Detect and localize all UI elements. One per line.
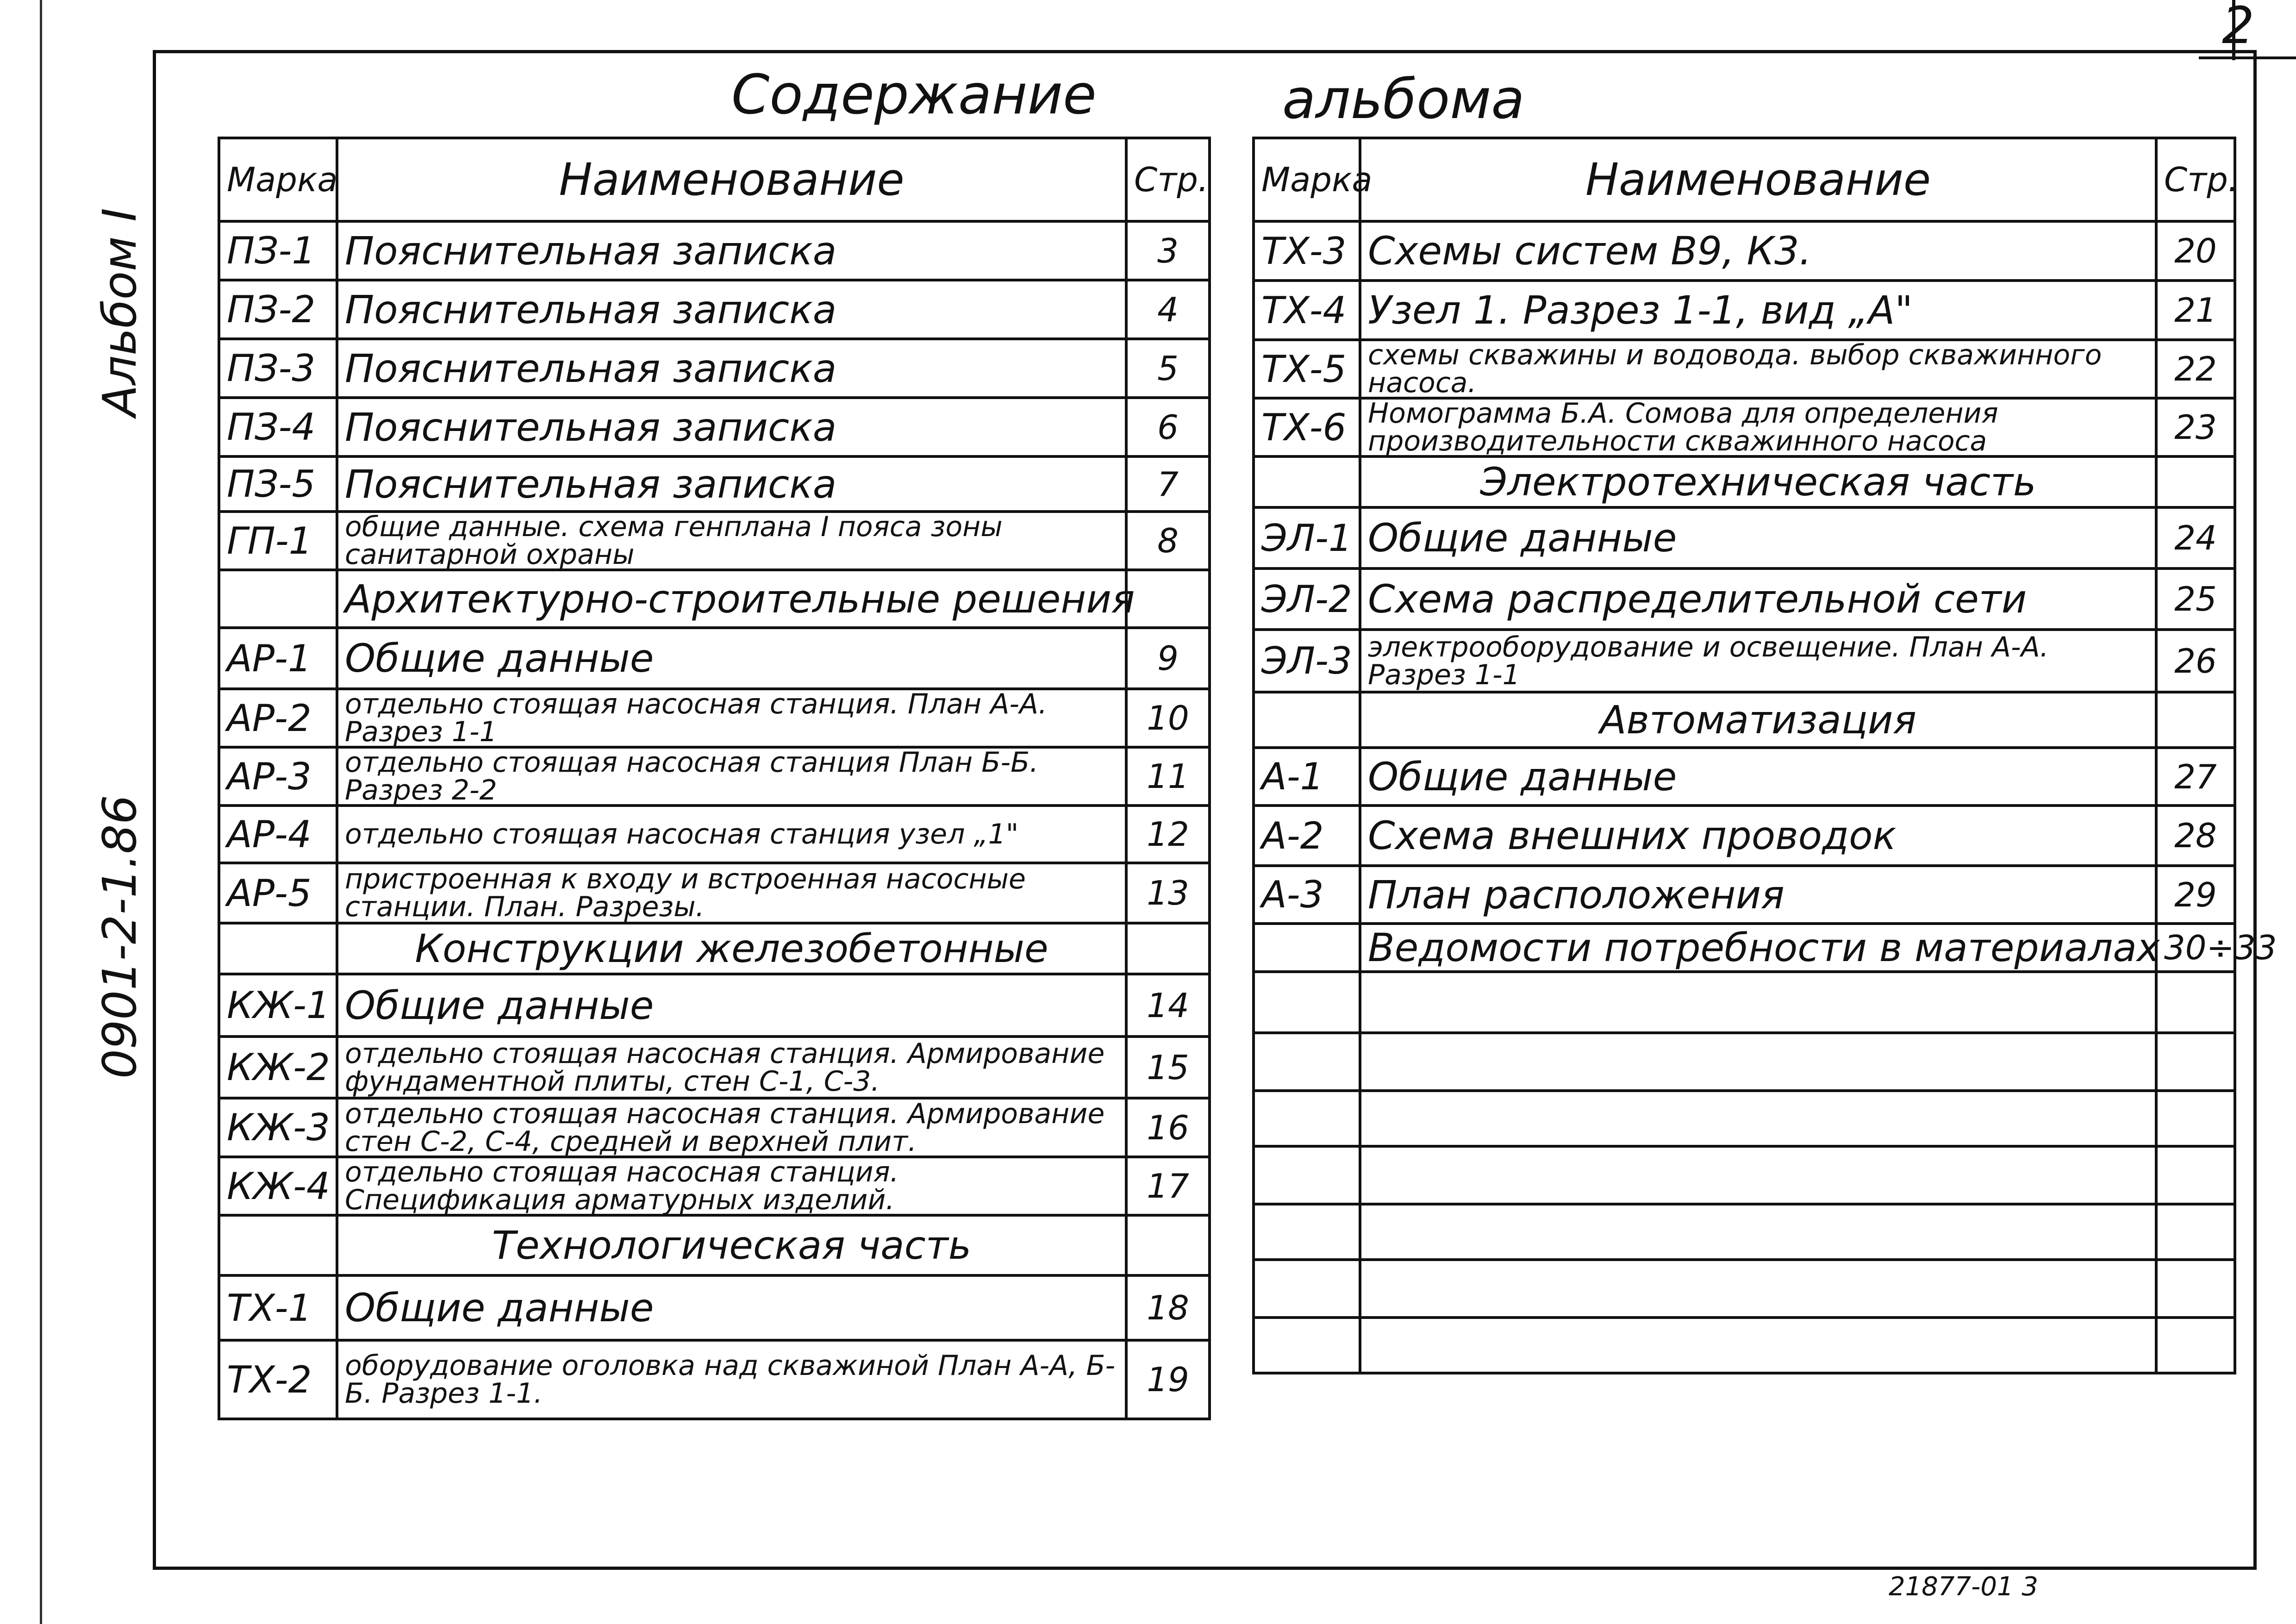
table-row <box>1254 972 2235 1033</box>
sheet-mark: ТХ-3 <box>1254 221 1360 281</box>
sheet-page: 30÷33 <box>2156 924 2235 972</box>
table-row <box>219 628 1210 689</box>
sheet-page: 10 <box>1126 689 1210 747</box>
sheet-title: Ведомости потребности в материалах <box>1360 924 2156 972</box>
table-row <box>219 221 1210 280</box>
sheet-title <box>1360 1204 2156 1260</box>
sheet-title: Автоматизация <box>1360 692 2156 748</box>
table-header-row <box>219 138 1210 221</box>
sheet-page: 16 <box>1126 1098 1210 1157</box>
sheet-page: 14 <box>1126 974 1210 1037</box>
sheet-title <box>1360 1260 2156 1318</box>
sheet-mark: А-1 <box>1254 748 1360 806</box>
table-row <box>1254 221 2235 281</box>
sheet-title: оборудование оголовка над скважиной План А-А, Б-Б. Разрез 1-1. <box>337 1340 1126 1419</box>
table-row <box>219 689 1210 747</box>
page-number-underline <box>2199 56 2296 59</box>
sheet-mark: ЭЛ-2 <box>1254 568 1360 630</box>
sheet-title: Пояснительная записка <box>337 221 1126 280</box>
table-row <box>1254 1091 2235 1146</box>
sheet-mark: А-3 <box>1254 866 1360 924</box>
table-row <box>219 1275 1210 1340</box>
table-row <box>219 456 1210 512</box>
sheet-title: Общие данные <box>337 628 1126 689</box>
table-row <box>219 863 1210 923</box>
sheet-title: схемы скважины и водовода. выбор скважинного насоса. <box>1360 340 2156 398</box>
sheet-page: 15 <box>1126 1037 1210 1098</box>
sheet-title <box>1360 1091 2156 1146</box>
sheet-title: Общие данные <box>1360 748 2156 806</box>
table-row <box>1254 568 2235 630</box>
table-row <box>219 1098 1210 1157</box>
section-row <box>1254 692 2235 748</box>
section-row <box>1254 456 2235 507</box>
sheet-page: 6 <box>1126 398 1210 456</box>
sheet-title: Пояснительная записка <box>337 339 1126 398</box>
table-row <box>219 398 1210 456</box>
sheet-title: Технологическая часть <box>337 1215 1126 1275</box>
sheet-title: Общие данные <box>337 1275 1126 1340</box>
sheet-title: отдельно стоящая насосная станция узел „1" <box>337 806 1126 863</box>
sheet-mark: ПЗ-4 <box>219 398 337 456</box>
sheet-title: Схема распределительной сети <box>1360 568 2156 630</box>
table-row <box>1254 630 2235 692</box>
contents-table-left <box>218 137 1211 1420</box>
sheet-mark <box>1254 924 1360 972</box>
sheet-title: общие данные. схема генплана I пояса зоны санитарной охраны <box>337 512 1126 570</box>
sheet-page <box>2156 1091 2235 1146</box>
sheet-mark: КЖ-1 <box>219 974 337 1037</box>
sheet-page: 9 <box>1126 628 1210 689</box>
table-row <box>219 1157 1210 1215</box>
sheet-page <box>1126 1215 1210 1275</box>
sheet-page: 13 <box>1126 863 1210 923</box>
column-header-page: Стр. <box>2156 138 2235 221</box>
table-row <box>1254 1260 2235 1318</box>
sheet-title: электрооборудование и освещение. План А-А. Разрез 1-1 <box>1360 630 2156 692</box>
sheet-page: 25 <box>2156 568 2235 630</box>
sheet-page: 3 <box>1126 221 1210 280</box>
sheet-page: 29 <box>2156 866 2235 924</box>
contents-table-right <box>1252 137 2277 1374</box>
sheet-mark <box>219 570 337 628</box>
sheet-title <box>1360 972 2156 1033</box>
sheet-page: 21 <box>2156 281 2235 340</box>
sheet-page: 24 <box>2156 507 2235 568</box>
section-row <box>219 1215 1210 1275</box>
sheet-page <box>2156 692 2235 748</box>
sheet-title: отдельно стоящая насосная станция План Б-Б. Разрез 2-2 <box>337 747 1126 806</box>
table-header-row <box>1254 138 2235 221</box>
sheet-mark: КЖ-4 <box>219 1157 337 1215</box>
sheet-mark: АР-1 <box>219 628 337 689</box>
sheet-mark: ПЗ-1 <box>219 221 337 280</box>
sheet-title: Пояснительная записка <box>337 456 1126 512</box>
sheet-mark <box>219 1215 337 1275</box>
sheet-title: Конструкции железобетонные <box>337 923 1126 974</box>
sheet-title: отдельно стоящая насосная станция. Спецификация арматурных изделий. <box>337 1157 1126 1215</box>
sheet-mark: ТХ-5 <box>1254 340 1360 398</box>
sheet-page: 7 <box>1126 456 1210 512</box>
sheet-title: Узел 1. Разрез 1-1, вид „А" <box>1360 281 2156 340</box>
sheet-mark: АР-5 <box>219 863 337 923</box>
sheet-page: 19 <box>1126 1340 1210 1419</box>
sheet-page: 28 <box>2156 806 2235 866</box>
sheet-mark: ТХ-1 <box>219 1275 337 1340</box>
document-code: 0901-2-1.86 <box>93 795 147 1079</box>
heading-left: Содержание <box>731 62 1097 126</box>
section-row <box>219 570 1210 628</box>
table-row <box>219 1340 1210 1419</box>
sheet-mark: КЖ-2 <box>219 1037 337 1098</box>
sheet-title <box>1360 1033 2156 1091</box>
sheet-mark: А-2 <box>1254 806 1360 866</box>
heading-right: альбома <box>1282 67 1525 131</box>
sheet-page <box>2156 1033 2235 1091</box>
column-header-mark: Марка <box>1254 138 1360 221</box>
sheet-page: 22 <box>2156 340 2235 398</box>
sheet-title: отдельно стоящая насосная станция. Армирование фундаментной плиты, стен С-1, С-3. <box>337 1037 1126 1098</box>
sheet-page: 20 <box>2156 221 2235 281</box>
sheet-title <box>1360 1146 2156 1204</box>
sheet-title: Общие данные <box>1360 507 2156 568</box>
table-row <box>1254 281 2235 340</box>
sheet-mark: ТХ-2 <box>219 1340 337 1419</box>
sheet-page: 11 <box>1126 747 1210 806</box>
sheet-page: 27 <box>2156 748 2235 806</box>
sheet-mark: ПЗ-3 <box>219 339 337 398</box>
table-row <box>1254 1033 2235 1091</box>
sheet-title: пристроенная к входу и встроенная насосные станции. План. Разрезы. <box>337 863 1126 923</box>
sheet-title: Схемы систем В9, К3. <box>1360 221 2156 281</box>
sheet-page <box>2156 1146 2235 1204</box>
table-row <box>219 512 1210 570</box>
table-row <box>1254 507 2235 568</box>
sheet-page: 18 <box>1126 1275 1210 1340</box>
table-row <box>1254 806 2235 866</box>
sheet-mark <box>1254 1204 1360 1260</box>
sheet-title <box>1360 1318 2156 1373</box>
table-row <box>1254 340 2235 398</box>
sheet-title: Номограмма Б.А. Сомова для определения производительности скважинного насоса <box>1360 398 2156 456</box>
sheet-mark: АР-4 <box>219 806 337 863</box>
table-row <box>1254 1318 2235 1373</box>
sheet-page <box>2156 1260 2235 1318</box>
table-row <box>219 339 1210 398</box>
page-number: 2 <box>2222 0 2254 55</box>
sheet-mark: ГП-1 <box>219 512 337 570</box>
sheet-mark <box>1254 1260 1360 1318</box>
footer-stamp: 21877-01 3 <box>1889 1572 2039 1602</box>
table-row <box>1254 866 2235 924</box>
table-row <box>1254 1204 2235 1260</box>
sheet-page: 5 <box>1126 339 1210 398</box>
column-header-name: Наименование <box>337 138 1126 221</box>
sheet-title: Пояснительная записка <box>337 280 1126 339</box>
sheet-mark: ПЗ-5 <box>219 456 337 512</box>
column-header-name: Наименование <box>1360 138 2156 221</box>
table-row <box>1254 924 2235 972</box>
sheet-mark: ТХ-4 <box>1254 281 1360 340</box>
sheet-mark: АР-3 <box>219 747 337 806</box>
sheet-page <box>2156 972 2235 1033</box>
sheet-page: 26 <box>2156 630 2235 692</box>
table-row <box>219 280 1210 339</box>
table-row <box>219 1037 1210 1098</box>
sheet-title: План расположения <box>1360 866 2156 924</box>
sheet-mark: ЭЛ-1 <box>1254 507 1360 568</box>
sheet-page: 12 <box>1126 806 1210 863</box>
sheet-mark: ЭЛ-3 <box>1254 630 1360 692</box>
table-row <box>219 747 1210 806</box>
sheet-page: 17 <box>1126 1157 1210 1215</box>
sheet-title: Общие данные <box>337 974 1126 1037</box>
sheet-title: Электротехническая часть <box>1360 456 2156 507</box>
sheet-title: отдельно стоящая насосная станция. План А-А. Разрез 1-1 <box>337 689 1126 747</box>
sheet-mark <box>1254 1318 1360 1373</box>
sheet-mark <box>1254 972 1360 1033</box>
sheet-page: 8 <box>1126 512 1210 570</box>
sheet-page <box>2156 1204 2235 1260</box>
album-label: Альбом I <box>93 208 147 417</box>
sheet-page <box>1126 923 1210 974</box>
table-row <box>219 806 1210 863</box>
sheet-mark: ПЗ-2 <box>219 280 337 339</box>
sheet-title: Архитектурно-строительные решения <box>337 570 1126 628</box>
column-header-page: Стр. <box>1126 138 1210 221</box>
sheet-title: Схема внешних проводок <box>1360 806 2156 866</box>
sheet-title: отдельно стоящая насосная станция. Армирование стен С-2, С-4, средней и верхней плит. <box>337 1098 1126 1157</box>
section-row <box>219 923 1210 974</box>
binding-margin-line <box>40 0 42 1624</box>
sheet-mark: АР-2 <box>219 689 337 747</box>
sheet-mark <box>219 923 337 974</box>
table-row <box>219 974 1210 1037</box>
sheet-title: Пояснительная записка <box>337 398 1126 456</box>
sheet-mark <box>1254 1091 1360 1146</box>
table-row <box>1254 1146 2235 1204</box>
sheet-mark <box>1254 1146 1360 1204</box>
sheet-page <box>1126 570 1210 628</box>
table-row <box>1254 398 2235 456</box>
table-row <box>1254 748 2235 806</box>
sheet-page <box>2156 1318 2235 1373</box>
sheet-mark <box>1254 1033 1360 1091</box>
column-header-mark: Марка <box>219 138 337 221</box>
sheet-mark: ТХ-6 <box>1254 398 1360 456</box>
sheet-page: 23 <box>2156 398 2235 456</box>
sheet-page: 4 <box>1126 280 1210 339</box>
sheet-page <box>2156 456 2235 507</box>
sheet-mark <box>1254 692 1360 748</box>
sheet-mark <box>1254 456 1360 507</box>
sheet-mark: КЖ-3 <box>219 1098 337 1157</box>
